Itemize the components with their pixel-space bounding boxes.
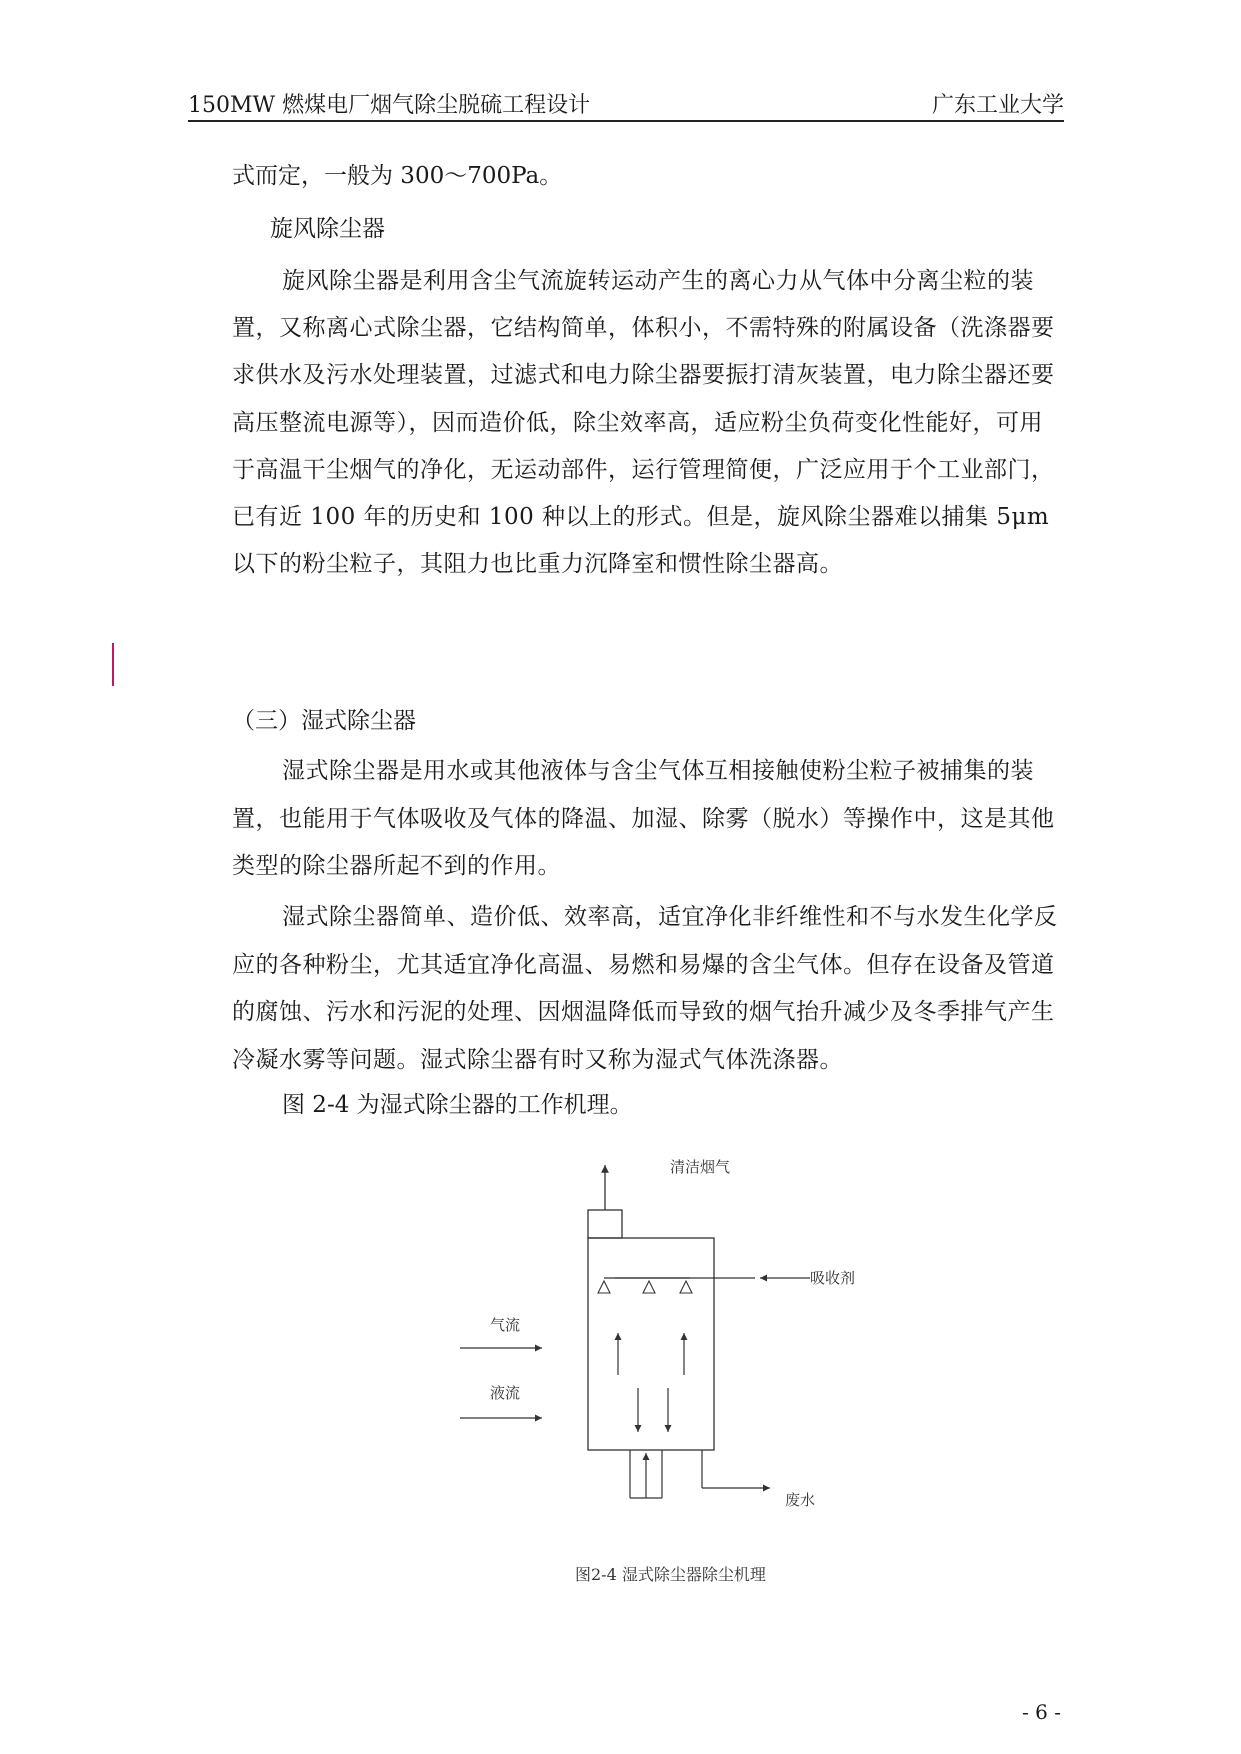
figure-caption: 图2-4 湿式除尘器除尘机理 [575,1565,766,1584]
gas-flow-label: 气流 [490,1316,521,1334]
page-header [188,86,1064,122]
body-line: 式而定，一般为 300～700Pa。 [232,163,563,189]
spray-nozzle [680,1281,692,1293]
absorbent-label: 吸收剂 [810,1269,856,1287]
spray-nozzle [598,1281,610,1293]
figure-intro: 图 2-4 为湿式除尘器的工作机理。 [282,1092,633,1118]
spray-nozzle [643,1281,655,1293]
outlet-stack [588,1210,622,1238]
section-heading-wet: （三）湿式除尘器 [232,708,416,734]
section-heading: 旋风除尘器 [270,216,385,242]
paragraph-wet-1: 湿式除尘器是用水或其他液体与含尘气体互相接触使粉尘粒子被捕集的装置，也能用于气体吸收及气体的降温、加湿、除雾（脱水）等操作中，这是其他类型的除尘器所起不到的作用。 [232,758,1055,879]
wastewater-label: 废水 [785,1491,816,1509]
header-title: 150MW 燃煤电厂烟气除尘脱硫工程设计 [188,93,591,118]
paragraph-cyclone: 旋风除尘器是利用含尘气流旋转运动产生的离心力从气体中分离尘粒的装置，又称离心式除尘器，它结构简单，体积小，不需特殊的附属设备（洗涤器要求供水及污水处理装置，过滤式和电力除尘器要振打清灰装置，电力除尘器还要高压整流电源等），因而造价低，除尘效率高，适应粉尘负荷变化性能好，可用于高温干尘烟气的净化，无运动部件，运行管理简便，广泛应用于个工业部门，已有近 100 年的历史和 100 种以上的形式。但是，旋风除尘器难以捕集 5μm 以下的粉尘粒子，其阻力也比重力沉降室和惯性除尘器高。 [232,268,1055,578]
liquid-flow-label: 液流 [490,1384,521,1402]
header-university: 广东工业大学 [931,93,1064,118]
margin-mark [112,643,114,686]
wet-scrubber-diagram [440,1150,900,1610]
clean-gas-label: 清洁烟气 [670,1158,731,1176]
scrubber-vessel [588,1238,714,1450]
page-number: - 6 - [1022,1700,1061,1724]
paragraph-wet-2: 湿式除尘器简单、造价低、效率高，适宜净化非纤维性和不与水发生化学反应的各种粉尘，尤其适宜净化高温、易燃和易爆的含尘气体。但存在设备及管道的腐蚀、污水和污泥的处理、因烟温降低而导致的烟气抬升减少及冬季排气产生冷凝水雾等问题。湿式除尘器有时又称为湿式气体洗涤器。 [232,904,1058,1073]
